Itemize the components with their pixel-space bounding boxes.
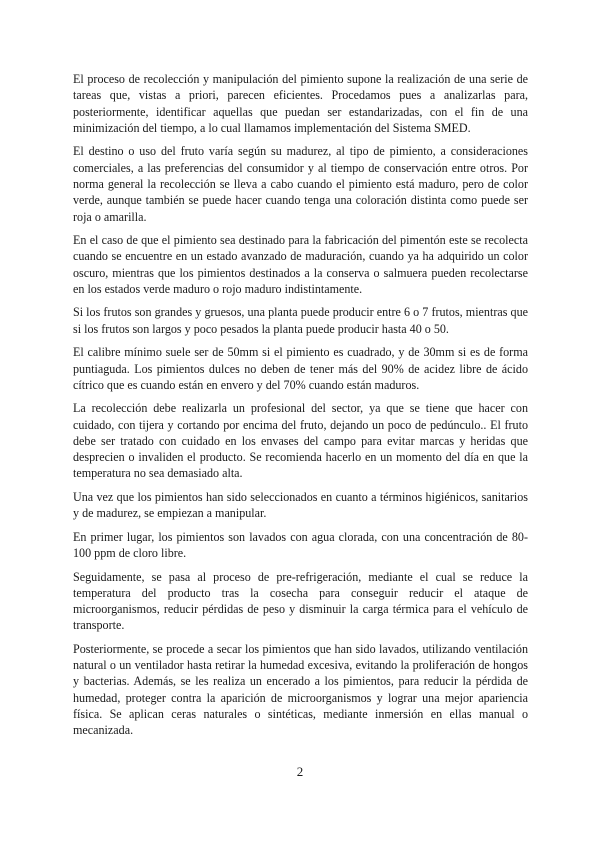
paragraph-4: Si los frutos son grandes y gruesos, una planta puede producir entre 6 o 7 frutos, mientras que si los frutos son largos y poco pesados la planta puede producir hasta 40 o 50. <box>73 305 528 336</box>
page-number: 2 <box>296 764 304 779</box>
paragraph-10: Posteriormente, se procede a secar los pimientos que han sido lavados, utilizando ventilación natural o un ventilador hasta retirar la humedad excesiva, evitando la proliferación de hongos y bacterias. Además, se les realiza un encerado a los pimientos, para reducir la pérdida de humedad, proteger contra la aparición de microorganismos y lograr una mejor apariencia física. Se aplican ceras naturales o sintéticas, mediante inmersión en ellas manual o mecanizada. <box>73 641 528 738</box>
paragraph-1: El proceso de recolección y manipulación del pimiento supone la realización de una serie de tareas que, vistas a priori, parecen eficientes. Procedamos pues a analizarlas para, posteriormente, identificar aquellas que puedan ser estandarizadas, con el fin de una minimización del tiempo, a lo cual llamamos implementación del Sistema SMED. <box>73 72 528 135</box>
paragraph-7: Una vez que los pimientos han sido seleccionados en cuanto a términos higiénicos, sanitarios y de madurez, se empiezan a manipular. <box>73 489 528 521</box>
paragraph-8: En primer lugar, los pimientos son lavados con agua clorada, con una concentración de 80-100 ppm de cloro libre. <box>73 529 528 561</box>
paragraph-9: Seguidamente, se pasa al proceso de pre-refrigeración, mediante el cual se reduce la temperatura del producto tras la cosecha para conseguir reducir el ataque de microorganismos, reducir pérdidas de peso y disminuir la carga térmica para el vehículo de transporte. <box>73 569 528 633</box>
paragraph-3: En el caso de que el pimiento sea destinado para la fabricación del pimentón este se recolecta cuando se encuentre en un estado avanzado de maduración, cuando ya ha adquirido un color oscuro, mientras que los pimientos destinados a la conserva o salmuera pueden recolectarse en los estados verde maduro o rojo maduro indistintamente. <box>73 233 528 296</box>
paragraph-2: El destino o uso del fruto varía según su madurez, al tipo de pimiento, a consideraciones comerciales, a las preferencias del consumidor y al tiempo de conservación entre otros. Por norma general la recolección se lleva a cabo cuando el pimiento está maduro, pero de color verde, aunque también se puede hacer cuando tenga una coloración distinta como puede ser roja o amarilla. <box>73 144 528 224</box>
paragraph-5: El calibre mínimo suele ser de 50mm si el pimiento es cuadrado, y de 30mm si es de forma puntiaguda. Los pimientos dulces no deben de tener más del 90% de acidez libre de ácido cítrico que es cuando están en envero y del 70% cuando están maduros. <box>73 345 528 392</box>
document-body <box>73 71 528 746</box>
paragraph-6: La recolección debe realizarla un profesional del sector, ya que se tiene que hacer con cuidado, con tijera y cortando por encima del fruto, dejando un poco de pedúnculo.. El fruto debe ser tratado con cuidado en los envases del campo para evitar marcas y heridas que desprecien o invaliden el producto. Se recomienda hacerlo en un momento del día en que la temperatura no sea demasiado alta. <box>73 401 528 481</box>
